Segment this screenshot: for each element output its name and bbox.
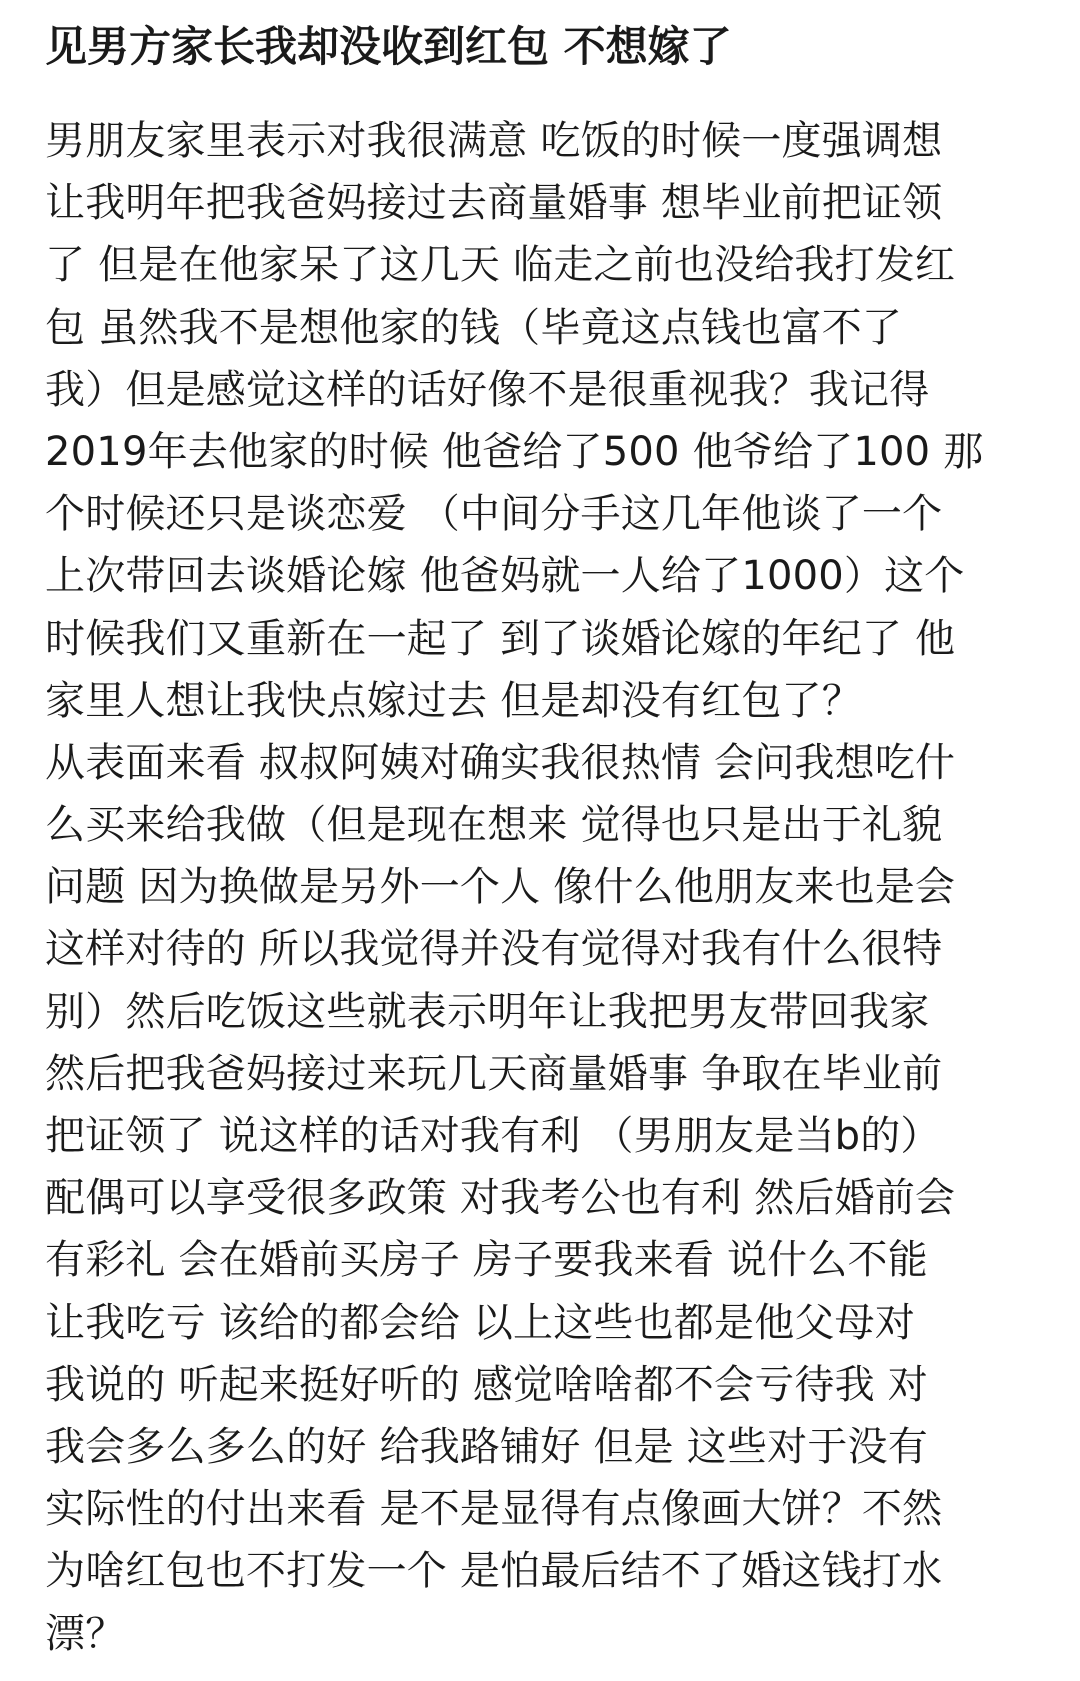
- post-title: 见男方家长我却没收到红包 不想嫁了: [45, 22, 732, 71]
- body-line: 把证领了 说这样的话对我有利 （男朋友是当b的）: [45, 1113, 941, 1159]
- body-line: 2019年去他家的时候 他爸给了500 他爷给了100 那: [45, 428, 984, 475]
- body-line: 问题 因为换做是另外一个人 像什么他朋友来也是会: [45, 864, 956, 911]
- body-line: 个时候还只是谈恋爱 （中间分手这几年他谈了一个: [45, 491, 943, 538]
- body-line: 别）然后吃饭这些就表示明年让我把男友带回我家: [45, 988, 930, 1035]
- body-line: 为啥红包也不打发一个 是怕最后结不了婚这钱打水: [45, 1548, 943, 1595]
- body-line: 我说的 听起来挺好听的 感觉啥啥都不会亏待我 对: [45, 1361, 928, 1408]
- body-line: 我会多么多么的好 给我路铺好 但是 这些对于没有: [45, 1423, 928, 1470]
- post-content: [45, 18, 1045, 1665]
- body-line: 然后把我爸妈接过来玩几天商量婚事 争取在毕业前: [45, 1050, 943, 1097]
- body-line: 实际性的付出来看 是不是显得有点像画大饼？不然: [45, 1486, 943, 1533]
- body-line: 包 虽然我不是想他家的钱（毕竟这点钱也富不了: [45, 304, 903, 351]
- body-line: 从表面来看 叔叔阿姨对确实我很热情 会问我想吃什: [45, 739, 956, 786]
- body-line: 家里人想让我快点嫁过去 但是却没有红包了？: [45, 677, 862, 724]
- body-line: 了 但是在他家呆了这几天 临走之前也没给我打发红: [45, 242, 956, 289]
- body-line: 这样对待的 所以我觉得并没有觉得对我有什么很特: [45, 926, 943, 973]
- body-line: 时候我们又重新在一起了 到了谈婚论嫁的年纪了 他: [45, 615, 956, 662]
- body-line: 让我吃亏 该给的都会给 以上这些也都是他父母对: [45, 1299, 916, 1346]
- body-line: 么买来给我做（但是现在想来 觉得也只是出于礼貌: [45, 802, 943, 849]
- body-line: 上次带回去谈婚论嫁 他爸妈就一人给了1000）这个: [45, 553, 965, 600]
- post-body: [45, 110, 1045, 1665]
- body-line: 让我明年把我爸妈接过去商量婚事 想毕业前把证领: [45, 180, 943, 227]
- body-line: 有彩礼 会在婚前买房子 房子要我来看 说什么不能: [45, 1237, 928, 1284]
- body-line: 男朋友家里表示对我很满意 吃饭的时候一度强调想: [45, 118, 943, 164]
- body-line: 配偶可以享受很多政策 对我考公也有利 然后婚前会: [45, 1175, 956, 1222]
- body-line: 我）但是感觉这样的话好像不是很重视我？我记得: [45, 366, 930, 413]
- body-line: 漂？: [45, 1610, 126, 1657]
